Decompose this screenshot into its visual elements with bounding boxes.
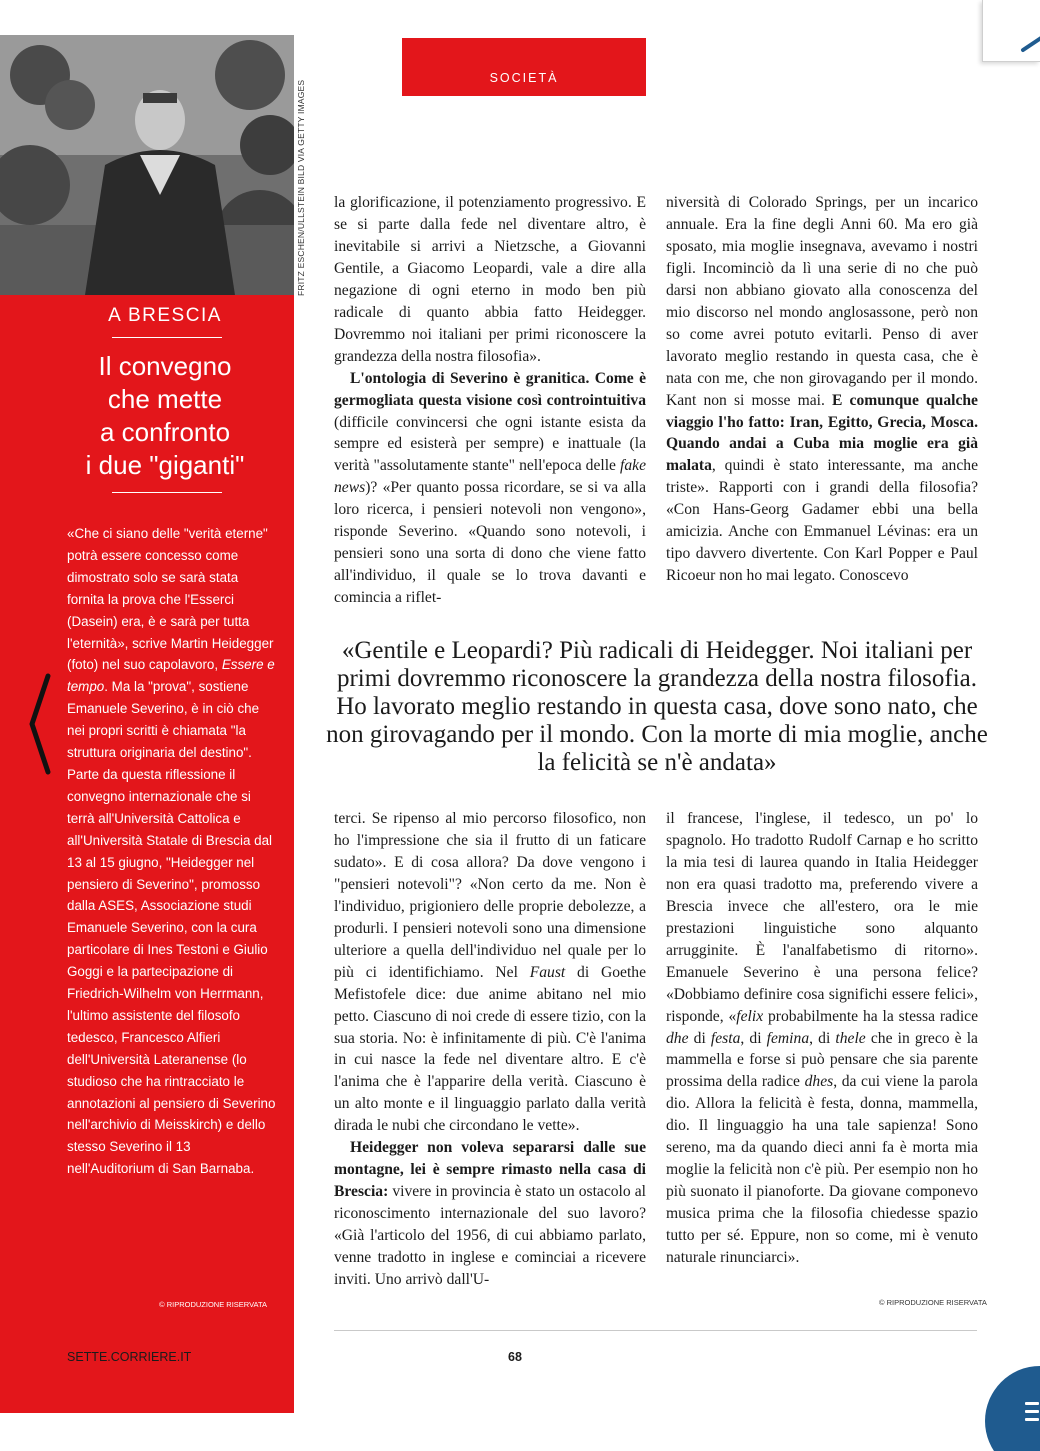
page-corner-button[interactable] (982, 0, 1040, 62)
arrow-icon (983, 0, 1040, 62)
column-2-bottom (666, 808, 978, 1269)
body-text: il francese, l'inglese, il tedesco, un po' lo spagnolo. Ho tradotto Rudolf Carnap e ho scritto la mia tesi di laurea quando in Italia Heidegger non era quasi tradotto ma, preferendo vivere a Brescia invece che all'estero, ora le mie prestazioni linguistiche sono alquanto arrugginite. È l'analfabetismo di ritorno». Emanuele Severino è una persona felice? «Dobbiamo definire cosa significhi essere felici», risponde, « (666, 810, 978, 1025)
lead-in-bold: Heidegger non voleva separarsi dalle sue montagne, lei è sempre rimasto nella casa di Brescia: (334, 1139, 646, 1201)
body-text: di Goethe Mefistofele dice: due anime abitano nel mio petto. Ciascuno di noi crede di essere tizio, con la sua storia. No: è infinitamente di più. C'è l'anima in cui nasce la fede nel diventare altro. E c'è l'anima che è l'apparire della verità. Ciascuno è un alto monte e il linguaggio parlato dalla verità dirada le nubi che circondano le vette». (334, 963, 646, 1135)
sidebar-title-line: Il convegno (98, 351, 232, 381)
column-2-top (666, 192, 978, 587)
menu-icon-bar (1025, 1402, 1039, 1405)
body-text: , di (809, 1029, 836, 1047)
body-text: vivere in provincia è stato un ostacolo al riconoscimento internazionale del suo lavoro? «Già l'articolo del 1956, di cui abbiamo parlato, venne tradotto in inglese e cominciai a ricevere inviti. Uno arrivò dall'U- (334, 1183, 646, 1289)
photo-illustration (0, 35, 294, 295)
body-paragraph (334, 808, 646, 1137)
body-paragraph: la glorificazione, il potenziamento progressivo. E se si parte dalla fede nel diventare altro, è inevitabile si arrivi a Nietzsche, a Giovanni Gentile, a Giacomo Leopardi, vale a dire alla negazione di ogni eterno in modo ben più radicale di quanto abbia fatto Heidegger. Dovremmo noi italiani per primi riconoscere la grandezza della nostra filosofia». (334, 194, 646, 365)
body-text: , da cui viene la parola dio. Allora la felicità è festa, donna, mammella, dio. Il linguaggio ha una tale sapienza! Sono sereno, ma da quando dieci anni fa è morta mia moglie la felicità non c'è più. Per esempio non ho più suonato il pianoforte. Da giovane componevo musica prima che la filosofia chiedesse spazio tutto per sé. Eppure, non so come, mi è venuto naturale rinunciarci». (666, 1073, 978, 1267)
sidebar-text: «Che ci siano delle "verità eterne" potrà essere concesso come dimostrato solo se sarà stata fornita la prova che l'Esserci (Dasein) era, è e sarà per tutta l'eternità», scrive Martin Heidegger (foto) nel suo capolavoro, (67, 526, 274, 673)
column-1-top (334, 192, 646, 609)
italic-term: thele (835, 1029, 866, 1047)
italic-term: dhes (804, 1073, 834, 1091)
sidebar-paragraph: Parte da questa riflessione il convegno internazionale che si terrà all'Università Cattolica e all'Università Statale di Brescia dal 13 al 15 giugno, "Heidegger nel pensiero di Severino", promosso dalla ASES, Associazione studi Emanuele Severino, con la cura particolare di Ines Testoni e Giulio Goggi e la partecipazione di Friedrich-Wilhelm von Herrmann, l'ultimo assistente del filosofo tedesco, Francesco Alfieri dell'Università Lateranense (lo studioso che ha rintracciato le annotazioni al pensiero di Severino nell'archivio di Meisskirch) e dello stesso Severino il 13 nell'Auditorium di San Barnaba. (67, 766, 276, 1177)
body-paragraph (666, 192, 978, 587)
body-text: )? «Per quanto possa ricordare, se si va alla loro ricerca, i pensieri notevoli non vengono», risponde Severino. «Quando sono notevoli, i pensieri sono una sorta di dono che viene fatto all'individuo, il quale se lo trova davanti e comincia a riflet- (334, 479, 646, 607)
pull-quote: «Gentile e Leopardi? Più radicali di Heidegger. Noi italiani per primi dovremmo riconoscere la grandezza della nostra filosofia. Ho lavorato meglio restando in questa casa, dove sono nato, che non girovagando per il mondo. Con la morte di mia moglie, anche la felicità se n'è andata» (326, 637, 988, 776)
body-text: probabilmente ha la stessa radice (763, 1007, 979, 1025)
body-text: che in greco è la mammella e forse si può pensare che sia parente prossima della radice (666, 1029, 978, 1091)
sidebar-title-line: a confronto (99, 417, 231, 447)
sidebar-kicker: A BRESCIA (108, 305, 222, 326)
body-text: niversità di Colorado Springs, per un incarico annuale. Era la fine degli Anni 60. Ma ero già sposato, mia moglie insegnava, avevamo i nostri figli. Incominciò da lì una serie di no che può darsi non abbiano giovato alla conoscenza del mio discorso nel mondo anglosassone, però non so come avrei potuto evitarli. Penso di aver lavorato meglio restando in questa casa, che è nata con me, che non girovagando per il mondo. Kant non si mosse mai. (666, 194, 978, 409)
sidebar-title (0, 350, 330, 482)
sidebar-paragraph (67, 523, 277, 764)
sidebar-rule-top (112, 337, 222, 338)
body-paragraph (334, 1137, 646, 1291)
column-1-bottom (334, 808, 646, 1291)
sidebar-rule-bottom (112, 492, 222, 493)
sidebar-book-title: Essere e tempo (67, 657, 275, 695)
body-text: terci. Se ripenso al mio percorso filosofico, non ho l'impressione che sia il frutto di un faticare sudato». E di cosa allora? Da dove vengono i "pensieri notevoli"? «Non certo da me. Non è l'individuo, prigioniero delle proprie debolezze, a produrli. I pensieri notevoli sono una dimensione ulteriore a quella dell'individuo nel quale per lo più ci identifichiamo. Nel (334, 810, 646, 981)
italic-term: dhe (666, 1029, 689, 1047)
article-copyright: © RIPRODUZIONE RISERVATA (879, 1298, 987, 1307)
footer-divider (334, 1330, 977, 1331)
menu-button[interactable] (985, 1366, 1040, 1451)
body-paragraph (334, 368, 646, 609)
italic-term: Faust (529, 963, 566, 981)
sidebar-title-line: che mette (107, 384, 223, 414)
lead-in-bold: E comunque qualche viaggio l'ho fatto: Iran, Egitto, Grecia, Mosca. Quando andai a Cuba mia moglie era già malata (666, 391, 978, 475)
menu-icon-bar (1025, 1418, 1039, 1421)
back-chevron-icon[interactable] (26, 672, 56, 782)
heidegger-photo (0, 35, 294, 295)
body-text: di (688, 1029, 711, 1047)
footer-site[interactable]: SETTE.CORRIERE.IT (67, 1350, 192, 1364)
italic-term: femina (766, 1029, 810, 1047)
photo-credit: FRITZ ESCHEN/ULLSTEIN BILD VIA GETTY IMAGES (296, 79, 306, 296)
page-number: 68 (508, 1350, 522, 1364)
sidebar-title-line: i due "giganti" (85, 450, 245, 480)
body-text: (difficile convincersi che ogni istante esista da sempre ed esisterà per sempre) e inattuale (la verità "assolutamente stante" nell'epoca delle (334, 413, 646, 475)
lead-in-bold: L'ontologia di Severino è granitica. Come è germogliata questa visione così controintuitiva (334, 369, 646, 409)
italic-term: festa (710, 1029, 741, 1047)
body-text: , quindi è stato interessante, ma anche triste». Rapporti con i grandi della filosofia? «Con Hans-Georg Gadamer ebbi una bella amicizia. Anche con Emmanuel Lévinas: era un tipo davvero divertente. Con Karl Popper e Paul Ricoeur non ho mai legato. Conoscevo (666, 457, 978, 585)
italic-term: felix (736, 1007, 764, 1025)
sidebar-copyright: © RIPRODUZIONE RISERVATA (159, 1300, 267, 1309)
body-paragraph (666, 808, 978, 1269)
italic-term: fake news (334, 457, 646, 497)
sidebar-text: . Ma la "prova", sostiene Emanuele Severino, è in ciò che nei propri scritti è chiamata "la struttura originaria del destino". (67, 679, 260, 761)
sidebar-body (67, 523, 277, 1180)
section-label: SOCIETÀ (402, 38, 646, 96)
menu-icon-bar (1025, 1410, 1039, 1413)
body-text: , di (740, 1029, 767, 1047)
